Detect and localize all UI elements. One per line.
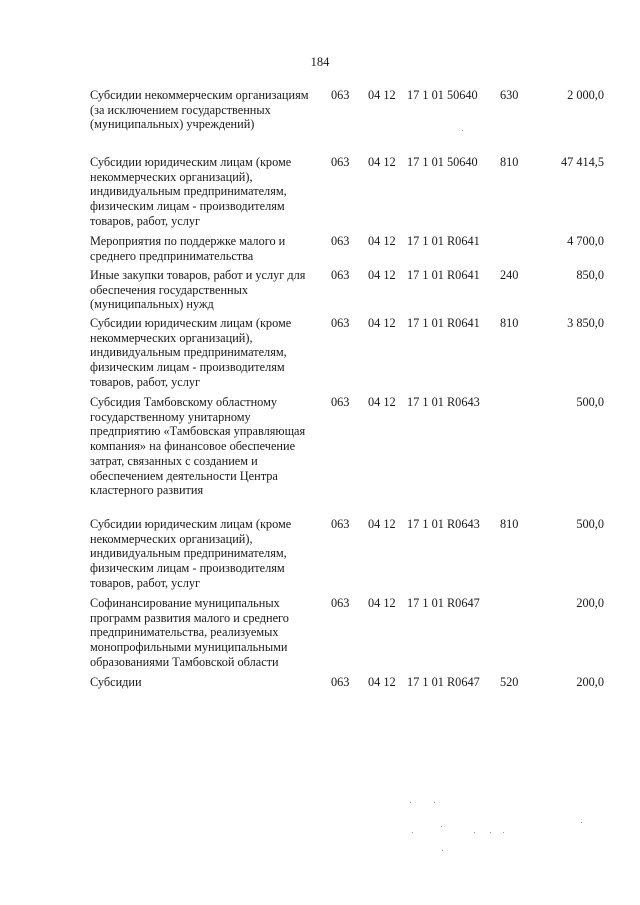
row-expense-type: 810 xyxy=(500,517,519,531)
row-target-code: 17 1 01 R0643 xyxy=(407,395,480,409)
row-amount: 200,0 xyxy=(576,596,604,610)
scan-speck xyxy=(441,826,442,827)
scan-speck xyxy=(462,130,463,131)
scan-speck xyxy=(581,822,582,823)
row-admin-code: 063 xyxy=(331,88,350,102)
row-name: Иные закупки товаров, работ и услуг для обеспечения государственных (муниципальных) нужд xyxy=(90,268,306,312)
row-target-code: 17 1 01 R0647 xyxy=(407,675,480,689)
row-section-code: 04 12 xyxy=(368,316,396,330)
row-amount: 4 700,0 xyxy=(567,234,604,248)
row-target-code: 17 1 01 R0641 xyxy=(407,268,480,282)
row-target-code: 17 1 01 R0641 xyxy=(407,234,480,248)
row-name: Софинансирование муниципальных программ развития малого и среднего предпринимательства, реализуемых монопрофильными муниципальными образованиями Тамбовской области xyxy=(90,596,289,669)
row-expense-type: 810 xyxy=(500,155,519,169)
row-expense-type: 240 xyxy=(500,268,519,282)
row-section-code: 04 12 xyxy=(368,395,396,409)
scan-speck xyxy=(474,832,475,833)
row-section-code: 04 12 xyxy=(368,268,396,282)
row-admin-code: 063 xyxy=(331,517,350,531)
row-target-code: 17 1 01 R0641 xyxy=(407,316,480,330)
row-name: Субсидии юридическим лицам (кроме некоммерческих организаций), индивидуальным предпринимателям, физическим лицам - производителям товаров, работ, услуг xyxy=(90,155,292,228)
row-expense-type: 630 xyxy=(500,88,519,102)
row-name: Субсидии xyxy=(90,675,142,689)
row-admin-code: 063 xyxy=(331,395,350,409)
row-expense-type: 520 xyxy=(500,675,519,689)
row-name: Субсидия Тамбовскому областному государственному унитарному предприятию «Тамбовская управляющая компания» на финансовое обеспечение затрат, связанных с созданием и обеспечением деятельности Центра кластерного развития xyxy=(90,395,306,498)
page-number: 184 xyxy=(310,55,330,69)
row-target-code: 17 1 01 50640 xyxy=(407,155,478,169)
row-name: Субсидии юридическим лицам (кроме некоммерческих организаций), индивидуальным предпринимателям, физическим лицам - производителям товаров, работ, услуг xyxy=(90,316,292,389)
row-amount: 47 414,5 xyxy=(560,155,604,169)
scan-speck xyxy=(412,832,413,833)
row-name: Мероприятия по поддержке малого и среднего предпринимательства xyxy=(90,234,286,263)
row-target-code: 17 1 01 R0647 xyxy=(407,596,480,610)
row-section-code: 04 12 xyxy=(368,675,396,689)
scan-speck xyxy=(442,850,443,851)
row-admin-code: 063 xyxy=(331,234,350,248)
row-amount: 3 850,0 xyxy=(567,316,604,330)
row-expense-type: 810 xyxy=(500,316,519,330)
row-admin-code: 063 xyxy=(331,268,350,282)
row-admin-code: 063 xyxy=(331,316,350,330)
row-target-code: 17 1 01 R0643 xyxy=(407,517,480,531)
row-amount: 500,0 xyxy=(576,395,604,409)
scan-speck xyxy=(490,832,491,833)
row-amount: 850,0 xyxy=(576,268,604,282)
scan-speck xyxy=(503,832,504,833)
row-amount: 500,0 xyxy=(576,517,604,531)
scan-speck xyxy=(434,802,435,803)
row-name: Субсидии некоммерческим организациям (за исключением государственных (муниципальных) учреждений) xyxy=(90,88,309,132)
row-amount: 2 000,0 xyxy=(567,88,604,102)
scan-speck xyxy=(410,802,411,803)
row-name: Субсидии юридическим лицам (кроме некоммерческих организаций), индивидуальным предпринимателям, физическим лицам - производителям товаров, работ, услуг xyxy=(90,517,292,590)
row-admin-code: 063 xyxy=(331,155,350,169)
row-section-code: 04 12 xyxy=(368,517,396,531)
row-section-code: 04 12 xyxy=(368,88,396,102)
row-target-code: 17 1 01 50640 xyxy=(407,88,478,102)
row-section-code: 04 12 xyxy=(368,234,396,248)
row-amount: 200,0 xyxy=(576,675,604,689)
row-section-code: 04 12 xyxy=(368,155,396,169)
row-section-code: 04 12 xyxy=(368,596,396,610)
row-admin-code: 063 xyxy=(331,596,350,610)
row-admin-code: 063 xyxy=(331,675,350,689)
